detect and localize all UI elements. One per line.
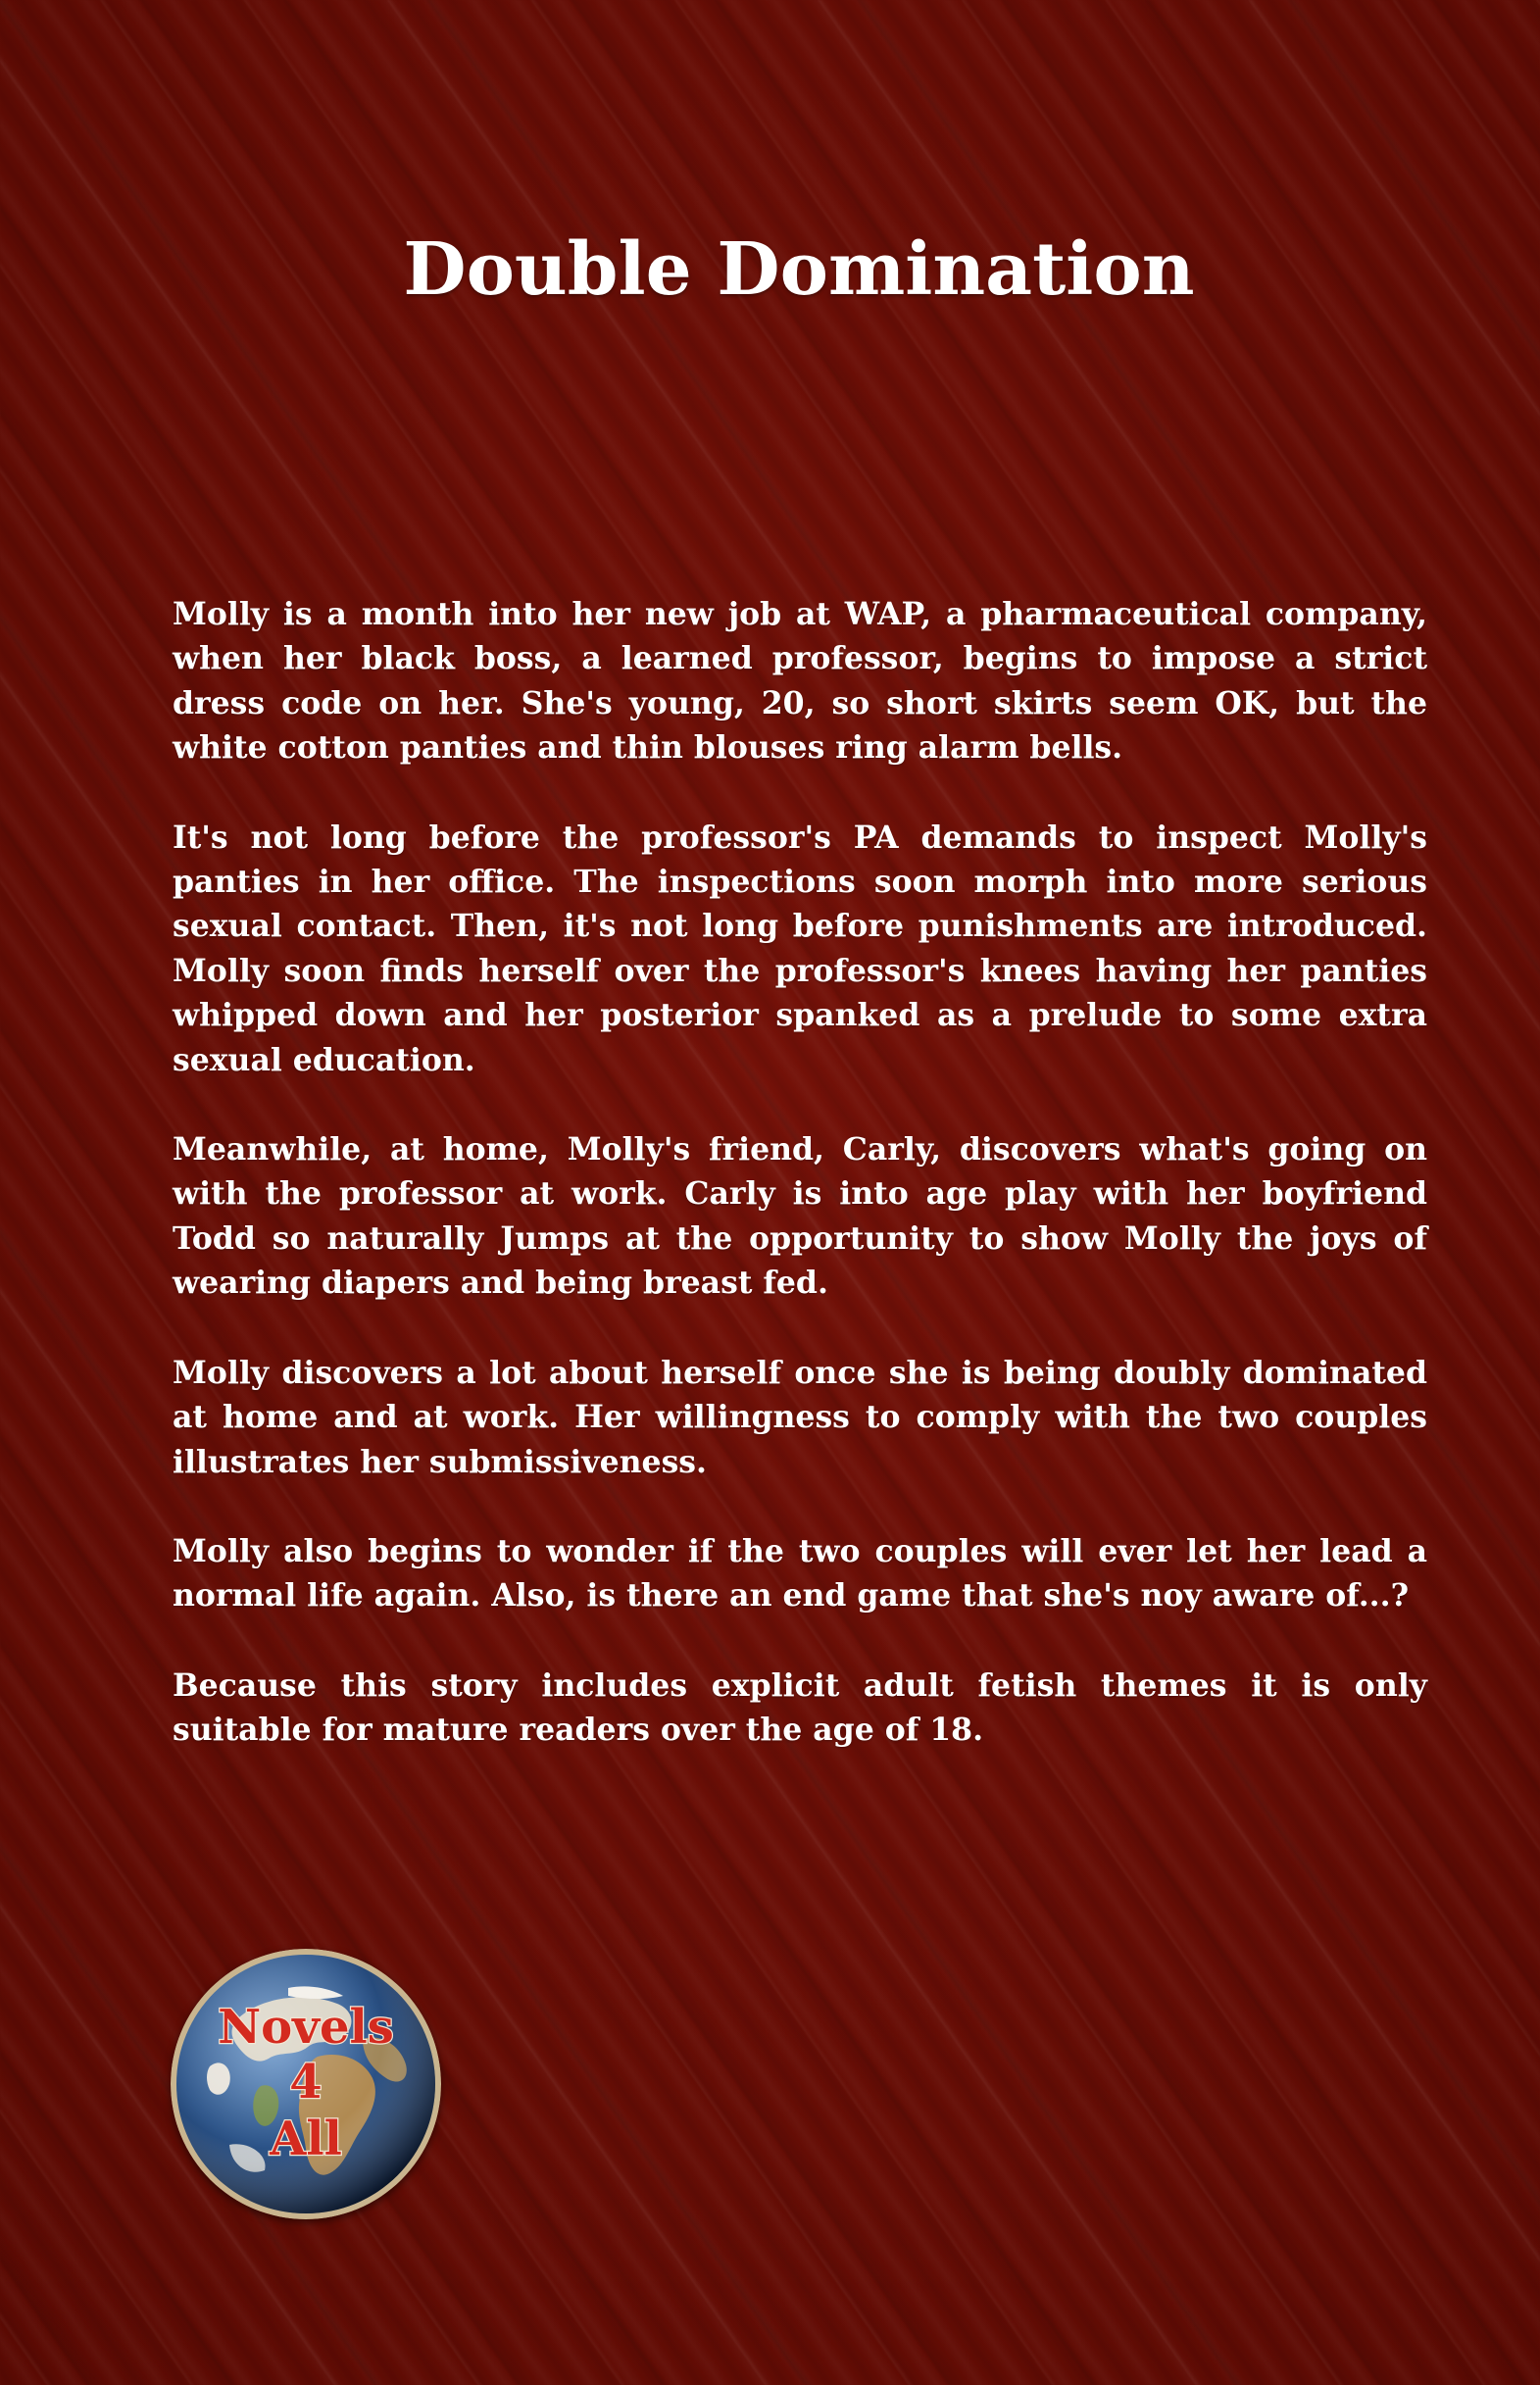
blurb-paragraph: Molly also begins to wonder if the two couples will ever let her lead a normal life again. Also, is there an end game that she's noy aware of...? [173, 1532, 1427, 1615]
blurb-paragraph: Molly discovers a lot about herself once she is being doubly dominated at home and at work. Her willingness to comply with the two couples illustrates her submissiveness. [173, 1354, 1427, 1480]
publisher-logo [171, 1949, 441, 2219]
blurb-paragraph: It's not long before the professor's PA demands to inspect Molly's panties in her office. The inspections soon morph into more serious sexual contact. Then, it's not long before punishments are introduced. Molly soon finds herself over the professor's knees having her panties whipped down and her posterior spanked as a prelude to some extra sexual education. [173, 819, 1427, 1078]
logo-text-line2: 4 [289, 2055, 323, 2110]
blurb-paragraph: Meanwhile, at home, Molly's friend, Carly, discovers what's going on with the professor at work. Carly is into age play with her boyfriend Todd so naturally Jumps at the opportunity to show Molly the joys of wearing diapers and being breast fed. [173, 1131, 1427, 1302]
logo-text-line3: All [270, 2112, 342, 2166]
blurb-paragraph: Because this story includes explicit adult fetish themes it is only suitable for mature readers over the age of 18. [173, 1666, 1427, 1749]
book-title: Double Domination [403, 227, 1195, 312]
logo-text-line1: Novels [218, 2000, 394, 2055]
globe-icon [171, 1949, 441, 2219]
blurb-paragraph: Molly is a month into her new job at WAP, a pharmaceutical company, when her black boss, a learned professor, begins to impose a strict dress code on her. She's young, 20, so short skirts seem OK, but the white cotton panties and thin blouses ring alarm bells. [173, 596, 1427, 767]
book-blurb [173, 592, 1427, 1798]
